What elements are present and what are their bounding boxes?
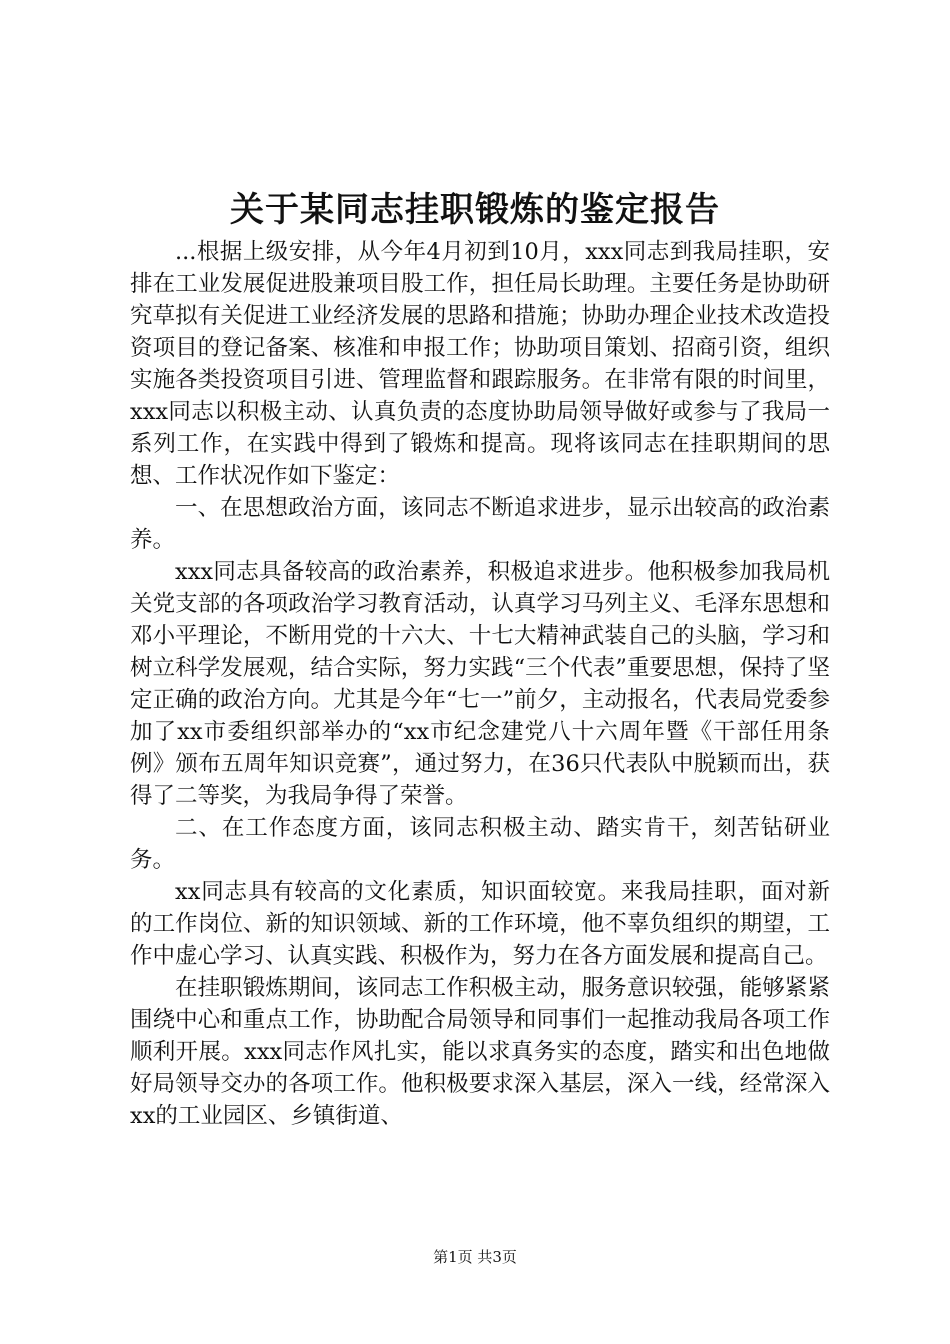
document-title: 关于某同志挂职锻炼的鉴定报告 [230, 190, 720, 230]
document-body [130, 236, 830, 1132]
paragraph-work: 在挂职锻炼期间，该同志工作积极主动，服务意识较强，能够紧紧围绕中心和重点工作，协助配合局领导和同事们一起推动我局各项工作顺利开展。xxx同志作风扎实，能以求真务实的态度，踏实和出色地做好局领导交办的各项工作。他积极要求深入基层，深入一线，经常深入xx的工业园区、乡镇街道、 [130, 975, 830, 1129]
paragraph-section-2-heading: 二、在工作态度方面，该同志积极主动、踏实肯干，刻苦钻研业务。 [130, 815, 830, 873]
page-footer: 第1页 共3页 [433, 1248, 517, 1266]
paragraph-cultural: xx同志具有较高的文化素质，知识面较宽。来我局挂职，面对新的工作岗位、新的知识领域、新的工作环境，他不辜负组织的期望，工作中虚心学习、认真实践、积极作为，努力在各方面发展和提高自己。 [130, 879, 830, 969]
paragraph-section-1-heading: 一、在思想政治方面，该同志不断追求进步，显示出较高的政治素养。 [130, 495, 830, 553]
paragraph-intro: ...根据上级安排，从今年4月初到10月，xxx同志到我局挂职，安排在工业发展促进股兼项目股工作，担任局长助理。主要任务是协助研究草拟有关促进工业经济发展的思路和措施；协助办理企业技术改造投资项目的登记备案、核准和申报工作；协助项目策划、招商引资，组织实施各类投资项目引进、管理监督和跟踪服务。在非常有限的时间里，xxx同志以积极主动、认真负责的态度协助局领导做好或参与了我局一系列工作，在实践中得到了锻炼和提高。现将该同志在挂职期间的思想、工作状况作如下鉴定： [130, 239, 830, 489]
paragraph-political: xxx同志具备较高的政治素养，积极追求进步。他积极参加我局机关党支部的各项政治学习教育活动，认真学习马列主义、毛泽东思想和邓小平理论，不断用党的十六大、十七大精神武装自己的头脑，学习和树立科学发展观，结合实际，努力实践“三个代表”重要思想，保持了坚定正确的政治方向。尤其是今年“七一”前夕，主动报名，代表局党委参加了xx市委组织部举办的“xx市纪念建党八十六周年暨《干部任用条例》颁布五周年知识竞赛”，通过努力，在36只代表队中脱颖而出，获得了二等奖，为我局争得了荣誉。 [130, 559, 830, 809]
